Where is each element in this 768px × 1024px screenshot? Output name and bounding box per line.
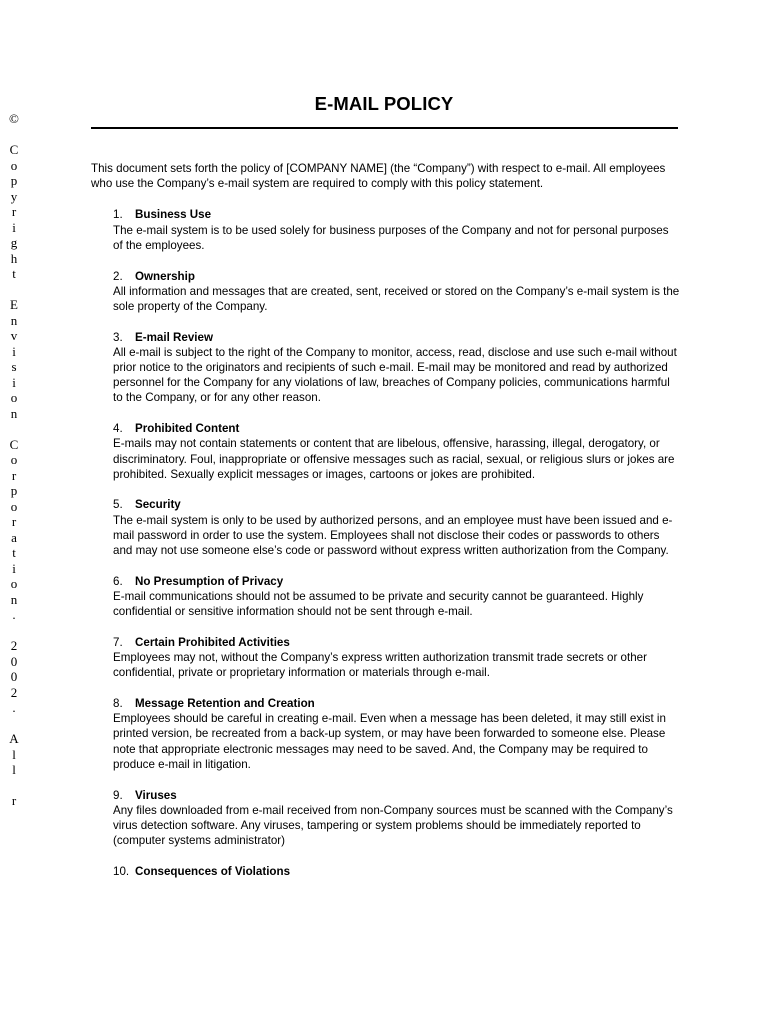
copyright-character: g bbox=[10, 235, 18, 250]
section-title: Ownership bbox=[135, 269, 195, 283]
section-consequences-of-violations bbox=[113, 864, 681, 879]
section-number: 5. bbox=[113, 498, 123, 512]
copyright-character: r bbox=[11, 204, 17, 219]
copyright-character bbox=[6, 421, 22, 437]
section-text: E-mail communications should not be assumed to be private and security cannot be guaranteed. Highly confidential or sensitive information should not be sent through e-mail. bbox=[113, 589, 644, 619]
copyright-character: p bbox=[10, 173, 18, 188]
copyright-character: o bbox=[10, 498, 18, 514]
copyright-character: o bbox=[10, 390, 18, 405]
section-text: All e-mail is subject to the right of the Company to monitor, access, read, disclose and use such e-mail without prior notice to the originators and recipients of such e-mail. E-mail may be monitored and read by authorized personnel for the Company for any violations of law, breaches of Company policies, communications harmful to the Company, or for any other reason. bbox=[113, 345, 677, 405]
copyright-character: . bbox=[12, 700, 16, 715]
section-text: All information and messages that are created, sent, received or stored on the Company’s e-mail system is the sole property of the Company. bbox=[113, 284, 680, 313]
section-text: Any files downloaded from e-mail received from non-Company sources must be scanned with the Company’s virus detection software. Any viruses, tampering or system problems should be immediately reported to (computer systems administrator) bbox=[113, 803, 673, 848]
section-text: E-mails may not contain statements or content that are libelous, offensive, harassing, illegal, derogatory, or discriminatory. Foul, inappropriate or offensive messages such as racial, sexual, or religious slurs or jokes are prohibited. Sexually explicit messages or images, cartoons or jokes are prohibited. bbox=[113, 437, 675, 481]
section-heading bbox=[113, 788, 681, 803]
copyright-character: A bbox=[9, 731, 19, 746]
copyright-character: o bbox=[10, 452, 18, 467]
section-number: 6. bbox=[113, 574, 123, 588]
copyright-character: t bbox=[12, 545, 16, 560]
copyright-character: n bbox=[10, 591, 18, 607]
section-heading bbox=[113, 207, 681, 222]
section-business-use bbox=[113, 207, 681, 253]
copyright-character: v bbox=[10, 328, 18, 343]
section-number: 2. bbox=[113, 269, 123, 283]
section-heading bbox=[113, 497, 681, 512]
copyright-character: r bbox=[11, 514, 17, 529]
section-title: E-mail Review bbox=[135, 330, 213, 344]
copyright-character: a bbox=[11, 529, 17, 545]
document-body bbox=[91, 161, 681, 895]
copyright-character: h bbox=[10, 250, 18, 266]
copyright-character: t bbox=[12, 266, 16, 281]
section-title: Prohibited Content bbox=[135, 422, 240, 436]
copyright-character: E bbox=[10, 297, 18, 312]
copyright-character: i bbox=[12, 219, 16, 235]
section-text: Employees should be careful in creating e-mail. Even when a message has been deleted, it may still exist in printed version, be recreated from a back-up system, or may have been forwarded to someone else. Please note that appropriate electronic messages may need to be saved. And, the Company may be required to produce e-mail in litigation. bbox=[113, 712, 666, 771]
section-number: 9. bbox=[113, 788, 123, 802]
copyright-character: C bbox=[9, 436, 19, 452]
title-underline-divider bbox=[91, 127, 678, 129]
copyright-character bbox=[6, 127, 22, 143]
copyright-character: o bbox=[10, 576, 18, 591]
copyright-character: 0 bbox=[10, 653, 18, 669]
copyright-character: o bbox=[10, 157, 18, 173]
section-certain-prohibited-activities bbox=[113, 635, 681, 681]
section-heading bbox=[113, 330, 681, 345]
section-heading bbox=[113, 696, 681, 711]
intro-paragraph: This document sets forth the policy of [COMPANY NAME] (the “Company”) with respect to e-mail. All employees who use the Company’s e-mail system are required to comply with this policy statement. bbox=[91, 162, 666, 191]
section-heading bbox=[113, 574, 681, 589]
section-ownership bbox=[113, 269, 681, 315]
copyright-character: y bbox=[10, 188, 18, 204]
copyright-character: s bbox=[11, 359, 17, 374]
section-title: Consequences of Violations bbox=[135, 864, 291, 878]
section-title: Security bbox=[135, 498, 181, 512]
section-title: No Presumption of Privacy bbox=[135, 574, 284, 588]
copyright-character: © bbox=[9, 111, 19, 126]
section-security bbox=[113, 497, 681, 558]
copyright-character: i bbox=[12, 374, 16, 390]
copyright-character: r bbox=[11, 467, 17, 483]
section-number: 8. bbox=[113, 696, 123, 710]
section-email-review bbox=[113, 330, 681, 406]
copyright-character: r bbox=[11, 793, 17, 808]
copyright-character: 2 bbox=[10, 638, 18, 653]
section-number: 1. bbox=[113, 208, 123, 222]
section-prohibited-content bbox=[113, 421, 681, 482]
section-title: Certain Prohibited Activities bbox=[135, 635, 290, 649]
copyright-character: C bbox=[9, 142, 19, 157]
section-message-retention bbox=[113, 696, 681, 772]
copyright-character: i bbox=[12, 560, 16, 576]
page-title: E-MAIL POLICY bbox=[314, 93, 454, 114]
section-heading bbox=[113, 635, 681, 650]
copyright-character bbox=[6, 282, 22, 298]
section-text: The e-mail system is to be used solely for business purposes of the Company and not for personal purposes of the employees. bbox=[113, 223, 669, 252]
copyright-character: . bbox=[12, 607, 16, 622]
section-number: 4. bbox=[113, 422, 123, 436]
section-heading bbox=[113, 864, 681, 879]
section-text: Employees may not, without the Company’s express written authorization transmit trade secrets or other confidential, private or proprietary information or materials through e-mail. bbox=[113, 651, 647, 680]
section-title: Business Use bbox=[135, 208, 212, 222]
copyright-character bbox=[6, 716, 22, 732]
copyright-character bbox=[6, 623, 22, 639]
section-number: 10. bbox=[113, 864, 130, 878]
vertical-copyright-notice bbox=[6, 111, 22, 809]
section-title: Viruses bbox=[135, 788, 177, 802]
copyright-character: p bbox=[10, 483, 18, 498]
copyright-character: 0 bbox=[10, 669, 18, 684]
section-viruses bbox=[113, 788, 681, 849]
section-text: The e-mail system is only to be used by authorized persons, and an employee must have been issued and e-mail password in order to use the system. Employees shall not disclose their codes or passwords to others and may not use someone else’s code or password without express written authorization from the Company. bbox=[113, 513, 673, 558]
copyright-character: l bbox=[12, 762, 16, 777]
copyright-character: n bbox=[10, 312, 18, 328]
section-title: Message Retention and Creation bbox=[135, 696, 315, 710]
copyright-character: 2 bbox=[10, 684, 18, 700]
copyright-character: l bbox=[12, 746, 16, 762]
copyright-character: n bbox=[10, 405, 18, 421]
section-no-presumption-of-privacy bbox=[113, 574, 681, 620]
copyright-character: i bbox=[12, 343, 16, 359]
section-heading bbox=[113, 421, 681, 436]
section-number: 7. bbox=[113, 635, 123, 649]
copyright-character bbox=[6, 778, 22, 794]
section-number: 3. bbox=[113, 330, 123, 344]
section-heading bbox=[113, 269, 681, 284]
